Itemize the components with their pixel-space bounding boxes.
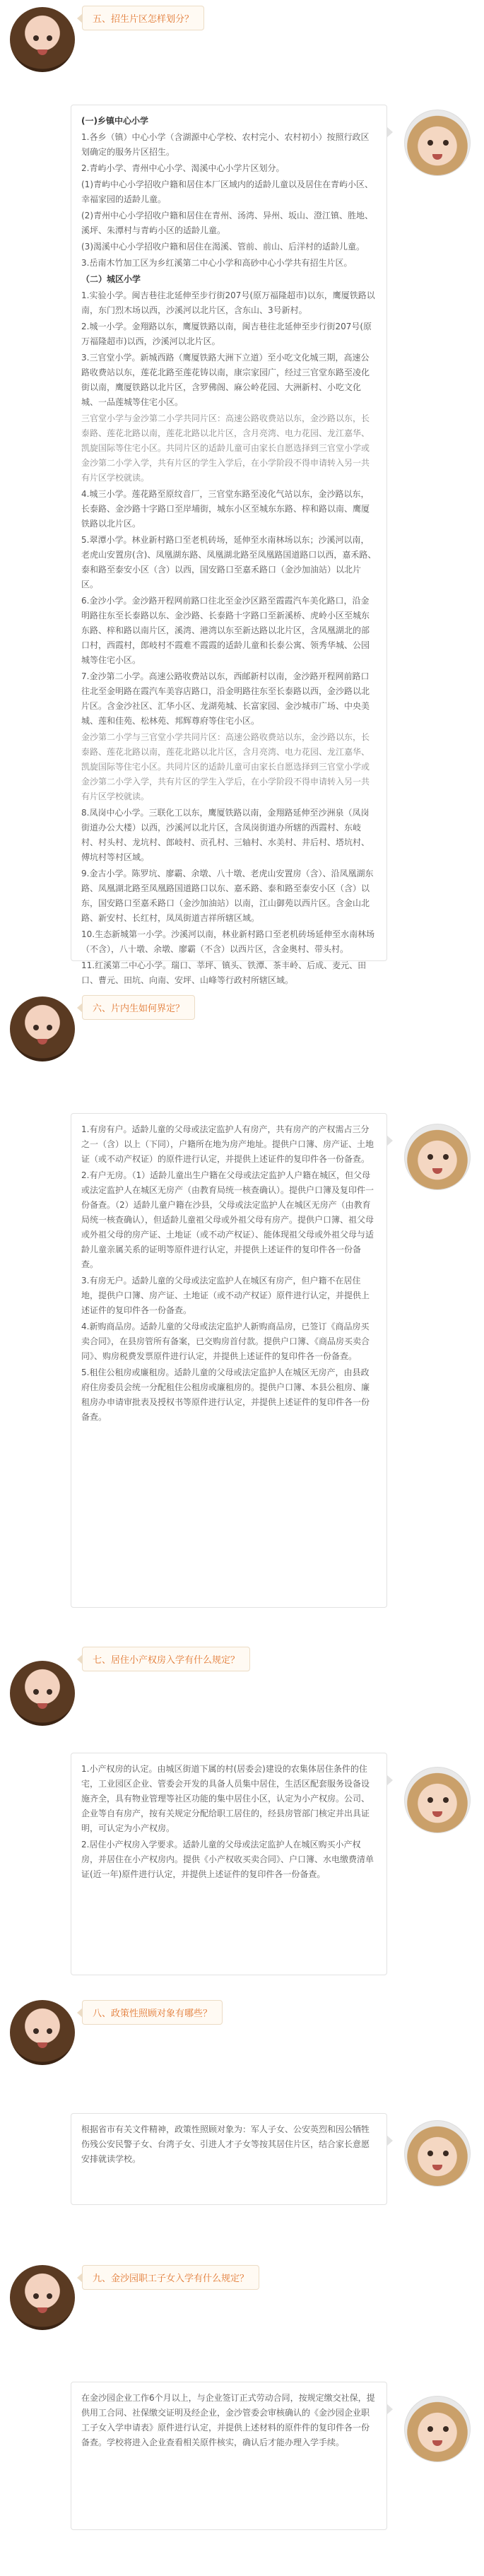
answer-box	[71, 105, 387, 985]
answer-box	[71, 2113, 387, 2205]
answer-box	[71, 1753, 387, 1975]
girl-avatar-icon	[10, 2265, 75, 2330]
girl-avatar-icon	[10, 7, 75, 72]
answer-paragraph: 10.生态新城第一小学。沙溪河以南，林业新村路口至老机砖场延伸至水南林场（不含），八十墩、余墩、廖霸（不含）以西片区，含金奥村、带头村。	[81, 929, 375, 954]
question-section-7	[0, 1618, 484, 1986]
answer-paragraph: 2.青屿小学、青州中心小学、渴溪中心小学片区划分。	[81, 163, 285, 173]
answer-paragraph: 3.有房无户。适龄儿童的父母或法定监护人在城区有房产，但户籍不在居住地，提供户口簿、房产证、土地证（或不动产权证）原件进行认定，并提供上述证件的复印件各一份备查。	[81, 1276, 370, 1315]
answer-paragraph: 在金沙园企业工作6个月以上，与企业签订正式劳动合同，按规定缴交社保，提供用工合同、社保缴交证明及经企业，金沙管委会审核确认的《金沙园企业职工子女入学申请表》原件进行认定，并提供上述材料的原件件的复印件各一份备查。学校将进入企业查看相关原件核实，确认后才能办理入学手续。	[81, 2393, 375, 2447]
boy-avatar-icon	[404, 1124, 471, 1190]
answer-paragraph: (2)青州中心小学招收户籍和居住在青州、汤湾、异州、坂山、澄江镇、胜地、溪坪、朱潭村与青屿小区的适龄儿童。	[81, 211, 374, 235]
question-section-5	[0, 0, 484, 985]
answer-paragraph: 8.凤岗中心小学。三联化工以东，鹰厦铁路以南，金翔路延伸至沙洲泉（凤岗街道办公大楼）以西，沙溪河以北片区，含凤岗街道办所辖的西霞村、东岐村、村头村、龙坑村、郎岐村、贡孔村、三轴村、水美村、井后村、塔坑村、傅坑村等村区域。	[81, 808, 370, 862]
answer-paragraph: 金沙第二小学与三官堂小学共同片区：高速公路收费站以东，金沙路以东，长泰路、莲花北路以南，莲花北路以北片区，含月亮湾、电力花园、龙江嘉华、凯旋国际等住宅小区。共同片区的适龄儿童可由家长自愿选择到三官堂小学或金沙第二小学入学，共有片区的学生入学后，在小学阶段不得申请转入另一共有片区学校就读。	[81, 732, 370, 801]
question-title: 七、居住小产权房入学有什么规定？	[82, 1647, 250, 1671]
boy-avatar-icon	[404, 1767, 471, 1833]
question-section-6	[0, 968, 484, 1618]
answer-paragraph: (一)乡镇中心小学	[81, 116, 148, 126]
question-section-8	[0, 1986, 484, 2258]
answer-paragraph: 4.城三小学。莲花路至原纹音厂，三官堂东路至凌化气站以东，金沙路以东，长泰路、金沙路十字路口至岸埔街，城东小区至城东东路、梓和路以南、鹰厦铁路以北片区。	[81, 489, 370, 529]
answer-paragraph: 2.居住小产权房入学要求。适龄儿童的父母或法定监护人在城区购买小产权房，并居住在小产权房内。提供《小产权收买卖合同》、户口簿、水电缴费清单证(近一年)原件进行认定，并提供上述证件的复印件各一份备查。	[81, 1840, 374, 1879]
answer-paragraph: 9.金古小学。陈罗坑、廖霸、余墩、八十墩、老虎山安置房（含）、沿凤凰湖东路、凤凰湖北路至凤凰路国道路口以东、嘉禾路、泰和路至泰安小区（含）以东，国安路口至嘉禾路口（金沙加油站）以南，江山御苑以西片区。含金山北路、新安村、长红村，凤凤街道吉祥所辖区域。	[81, 869, 374, 923]
question-title: 八、政策性照顾对象有哪些？	[82, 2000, 223, 2025]
answer-paragraph: 3.岳南木竹加工区为乡红溪第二中心小学和高砂中心小学共有招生片区。	[81, 258, 353, 268]
answer-paragraph: 5.翠潭小学。林业新村路口至老机砖场，延伸至水南林场以东；沙溪河以南，老虎山安置房(含)、凤凰湖东路、凤凰湖北路至凤凰路国道路口以西，嘉禾路、泰和路至泰安小区（含）以西，国安路口至嘉禾路口（金沙加油站）以北片区。	[81, 535, 377, 589]
answer-paragraph: 4.新购商品房。适龄儿童的父母或法定监护人新购商品房，已签订《商品房买卖合同》，在县房管所有备案，已交购房首付款。提供户口簿、《商品房买卖合同》、购房税费发票原件进行认定，并提供上述证件的复印件各一份备查。	[81, 1322, 370, 1361]
girl-avatar-icon	[10, 2000, 75, 2065]
answer-paragraph: 7.金沙第二小学。高速公路收费站以东，西邮新村以南，金沙路开程网前路口往北至金明路在霞汽车美容店路口，沿金明路往东至长泰路以西，金沙路以北片区。含金沙社区、汇华小区、龙湖苑城、长富家园、金沙城市广场、中央美城、莲和佳苑、松林苑、邦辉尊府等住宅小区。	[81, 671, 370, 726]
answer-paragraph: 6.金沙小学。金沙路开程网前路口往北至金沙区路至霞霞汽车美化路口，沿金明路往东至长泰路以东、金沙路、长泰路十字路口至新溪桥、虎岭小区至城东东路、梓和路以南片区，溪湾、港湾以东至新达路以北片区，含凤凰湖北的部口村，西霞村，郎岐村不霞难不霞霞的适龄儿童和长泰公寓、领秀华城、公园城等住宅小区。	[81, 596, 370, 665]
question-section-9	[0, 2258, 484, 2576]
question-title: 六、片内生如何界定？	[82, 995, 195, 1020]
answer-paragraph: 2.有户无房。（1）适龄儿童出生户籍在父母或法定监护人户籍在城区，但父母或法定监护人在城区无房产（由教育局统一核查确认）。提供户口簿及复印件一份备查。（2）适龄儿童户籍在沙县，父母或法定监护人在城区无房产（由教育局统一核查确认），但适龄儿童祖父母或外祖父母有房产。提供户口簿、祖父母或外祖父母的房产证、土地证（或不动产权证）、能体现祖父母或外祖父母与适龄儿童亲属关系的证明等原件进行认定，并提供上述证件的复印件各一份备查。	[81, 1170, 374, 1269]
boy-avatar-icon	[404, 2396, 471, 2462]
answer-paragraph: 1.实验小学。闽吉巷往北延伸至步行街207号(原万福隆超市)以东，鹰厦铁路以南，东门烈木场以西，沙溪河以北片区，含东山、3号新村。	[81, 290, 375, 315]
answer-box	[71, 1113, 387, 1608]
answer-paragraph: （二）城区小学	[81, 274, 141, 284]
boy-avatar-icon	[404, 2120, 471, 2187]
girl-avatar-icon	[10, 996, 75, 1061]
answer-paragraph: 5.租住公租房或廉租房。适龄儿童的父母或法定监护人在城区无房产，由县政府住房委员会统一分配租住公租房或廉租房的。提供户口簿、本县公租房、廉租房办申请审批表及授权书等原件进行认定，并提供上述证件的复印件各一份备查。	[81, 1368, 370, 1422]
answer-paragraph: (3)渴溪中心小学招收户籍和居住在渴溪、管前、前山、后洋村的适龄儿童。	[81, 242, 365, 252]
answer-paragraph: 2.城一小学。金翔路以东，鹰厦铁路以南，闽吉巷往北延伸至步行街207号(原万福隆超市)以西，沙溪河以北片区。	[81, 322, 372, 346]
answer-box	[71, 2382, 387, 2530]
answer-paragraph: 11.红溪第二中心小学。瑞口、莘坪、镇头、铁潭、茶丰岭、后成、麦元、田口、曹元、田坑、向南、安坪、山峰等行政村所辖区域。	[81, 960, 367, 985]
girl-avatar-icon	[10, 1661, 75, 1726]
answer-paragraph: 1.小产权房的认定。由城区街道下属的村(居委会)建设的农集体居住条件的住宅，工业园区企业、管委会开发的具备人员集中居住，生活区配套服务设备设施齐全，具有物业管理等社区功能的集中居住小区，认定为小产权房。公司、企业等自有房产，按有关规定分配给职工居住的，经县房管部门核定并出具证明，可认定为小产权房。	[81, 1764, 370, 1833]
question-title: 九、金沙园职工子女入学有什么规定？	[82, 2265, 259, 2290]
answer-paragraph: 1.各乡（镇）中心小学（含湖源中心学校、农村完小、农村初小）按照行政区划确定的服务片区招生。	[81, 132, 370, 157]
answer-paragraph: 三官堂小学与金沙第二小学共同片区：高速公路收费站以东，金沙路以东，长泰路、莲花北路以南，莲花北路以北片区，含月亮湾、电力花园、龙江嘉华、凯旋国际等住宅小区。共同片区的适龄儿童可由家长自愿选择到三官堂小学或金沙第二小学入学，共有片区的学生入学后，在小学阶段不得申请转入另一共有片区学校就读。	[81, 413, 370, 483]
boy-avatar-icon	[404, 110, 471, 176]
answer-paragraph: 1.有房有户。适龄儿童的父母或法定监护人有房产，共有房产的产权需占三分之一（含）以上（下同），户籍所在地为房产地址。提供户口簿、房产证、土地证（或不动产权证）的原件进行认定，并提供上述证件的复印件各一份备查。	[81, 1124, 374, 1164]
answer-paragraph: (1)青屿中心小学招收户籍和居住本厂区域内的适龄儿童以及居住在青屿小区、幸福家园的适龄儿童。	[81, 180, 374, 204]
question-title: 五、招生片区怎样划分？	[82, 6, 204, 30]
answer-paragraph: 根据省市有关文件精神，政策性照顾对象为：军人子女、公安英烈和因公牺牲伤残公安民警子女、台湾子女、引进人才子女等按其居住片区，结合家长意愿安排就读学校。	[81, 2124, 370, 2164]
answer-paragraph: 3.三官堂小学。新城西路（鹰厦铁路大洲下立道）至小吃文化城三期，高速公路收费站以东，莲花北路至莲花铸以南，康宗家园广，经过三官堂东路至凌化街以南，鹰厦铁路以北片区，含罗佛阁、麻公岭花园、大洲新村、小吃文化城、一品莲城等住宅小区。	[81, 353, 370, 407]
